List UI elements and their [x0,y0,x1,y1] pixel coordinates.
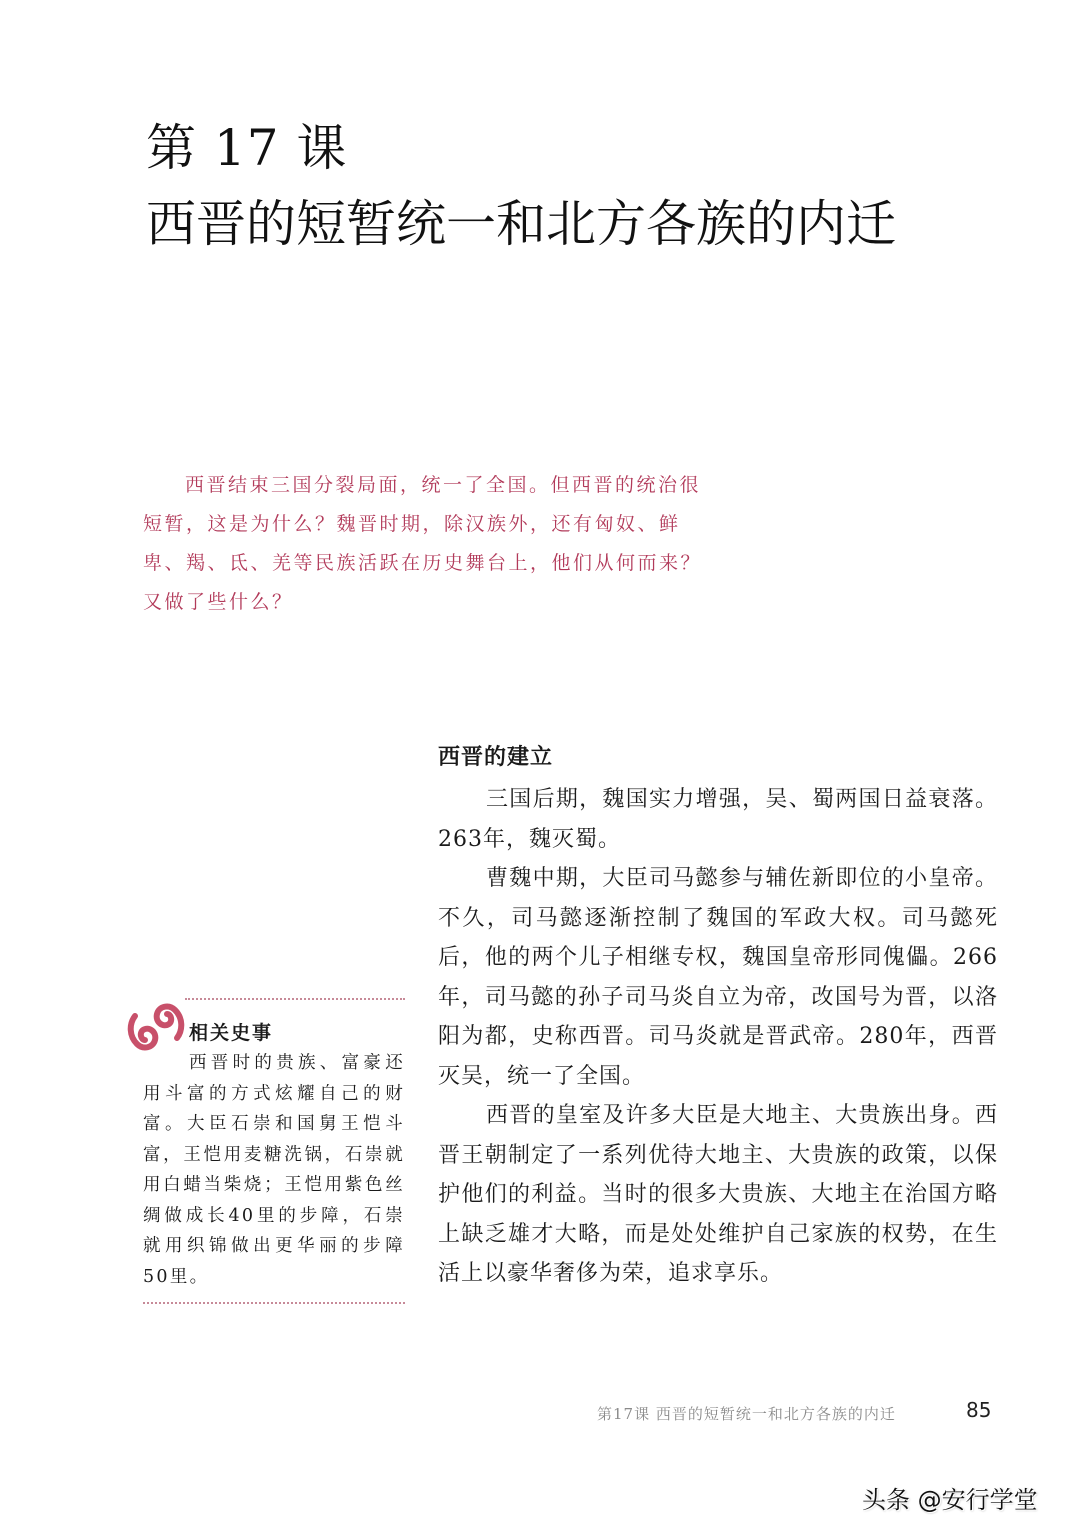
body-paragraph: 西晋的皇室及许多大臣是大地主、大贵族出身。西晋王朝制定了一系列优待大地主、大贵族的政策，以保护他们的利益。当时的很多大贵族、大地主在治国方略上缺乏雄才大略，而是处处维护自己家族的权势，在生活上以豪华奢侈为荣，追求享乐。 [438,1103,998,1286]
intro-text: 西晋结束三国分裂局面，统一了全国。但西晋的统治很短暂，这是为什么？魏晋时期，除汉族外，还有匈奴、鲜卑、羯、氐、羌等民族活跃在历史舞台上，他们从何而来？又做了些什么？ [143,474,703,613]
divider-bottom [143,1302,405,1304]
lesson-number: 第 17 课 [146,119,348,177]
running-footer-title: 第17课 西晋的短暂统一和北方各族的内迁 [597,1405,896,1423]
lesson-title: 西晋的短暂统一和北方各族的内迁 [146,195,896,253]
related-history-sidebar [133,998,405,1304]
watermark: 头条 @安行学堂 [862,1486,1038,1514]
sidebar-body [143,1048,405,1292]
intro-paragraph [143,466,703,622]
section-body [438,780,998,1294]
body-paragraph: 曹魏中期，大臣司马懿参与辅佐新即位的小皇帝。不久，司马懿逐渐控制了魏国的军政大权。司马懿死后，他的两个儿子相继专权，魏国皇帝形同傀儡。266年，司马懿的孙子司马炎自立为帝，改国号为晋，以洛阳为都，史称西晋。司马炎就是晋武帝。280年，西晋灭吴，统一了全国。 [438,866,998,1089]
sidebar-text: 西晋时的贵族、富豪还用斗富的方式炫耀自己的财富。大臣石崇和国舅王恺斗富，王恺用麦糖洗锅，石崇就用白蜡当柴烧；王恺用紫色丝绸做成长40里的步障，石崇就用织锦做出更华丽的步障50里。 [143,1053,405,1287]
body-paragraph: 三国后期，魏国实力增强，吴、蜀两国日益衰落。263年，魏灭蜀。 [438,787,998,852]
page-number: 85 [966,1398,992,1422]
section-heading: 西晋的建立 [438,745,554,770]
sidebar-title: 相关史事 [189,1022,274,1044]
related-history-logo-icon [127,1002,185,1052]
